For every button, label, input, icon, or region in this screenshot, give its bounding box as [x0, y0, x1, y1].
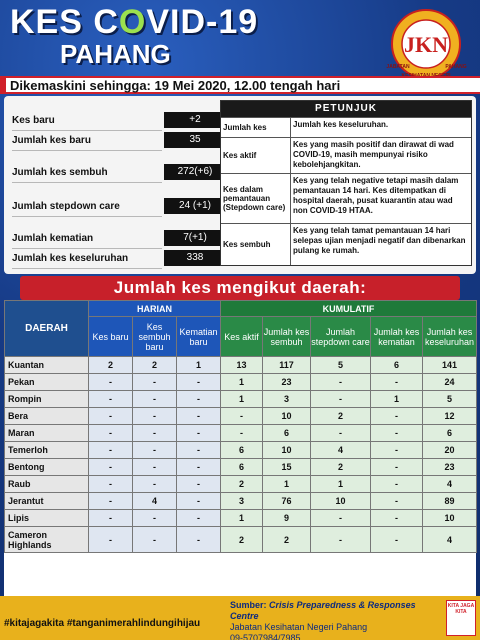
table-cell: 13 [221, 357, 263, 374]
table-row [5, 493, 477, 510]
table-cell: 4 [311, 442, 371, 459]
table-cell: - [89, 442, 133, 459]
summary-panel [4, 96, 476, 274]
hashtags: #kitajagakita #tanganimerahlindungihijau [4, 618, 201, 629]
source-name: Crisis Preparedness & Responses Centre [230, 600, 416, 621]
table-cell: - [177, 459, 221, 476]
table-cell: - [133, 476, 177, 493]
table-row [5, 391, 477, 408]
table-cell: 10 [263, 408, 311, 425]
legend-desc: Jumlah kes keseluruhan. [293, 120, 389, 129]
table-cell: - [311, 374, 371, 391]
table-cell: 23 [263, 374, 311, 391]
page-title [10, 4, 258, 40]
district-table [4, 300, 477, 553]
table-cell: - [311, 391, 371, 408]
table-cell: 1 [221, 391, 263, 408]
logo-caption-jabatan: JABATAN [386, 64, 410, 70]
table-cell: 3 [221, 493, 263, 510]
table-cell: - [311, 527, 371, 553]
table-cell: 10 [423, 510, 477, 527]
table-cell: 2 [311, 459, 371, 476]
legend-term: Jumlah kes [221, 118, 291, 137]
table-cell: 12 [423, 408, 477, 425]
col-jumlah-keseluruhan: Jumlah kes keseluruhan [423, 317, 477, 357]
table-cell: 23 [423, 459, 477, 476]
legend-row [221, 173, 471, 223]
col-kematian-baru: Kematian baru [177, 317, 221, 357]
table-cell: - [177, 442, 221, 459]
logo-text: JKN [404, 32, 448, 57]
table-cell: 4 [133, 493, 177, 510]
table-cell: 6 [221, 459, 263, 476]
table-cell: 2 [263, 527, 311, 553]
table-cell: - [371, 459, 423, 476]
table-cell: - [133, 391, 177, 408]
table-row [5, 357, 477, 374]
stat-value: 35 [164, 132, 226, 148]
table-cell: - [177, 425, 221, 442]
legend-desc: Kes yang telah negative tetapi masih dalam pemantauan 14 hari. Kes ditempatkan di hospital daerah, pusat kuarantin atau wad non COVID-19 HTAA. [293, 176, 459, 215]
table-cell: - [371, 442, 423, 459]
stat-value: 24 (+1) [164, 198, 226, 214]
legend-row [221, 137, 471, 173]
district-name: Bentong [5, 459, 89, 476]
district-name: Maran [5, 425, 89, 442]
table-cell: - [371, 493, 423, 510]
table-cell: 2 [133, 357, 177, 374]
table-cell: - [311, 425, 371, 442]
legend-row [221, 117, 471, 137]
table-cell: - [311, 510, 371, 527]
page-subtitle: PAHANG [60, 39, 171, 69]
table-cell: - [177, 493, 221, 510]
table-cell: - [133, 425, 177, 442]
table-cell: 4 [423, 527, 477, 553]
table-cell: - [89, 510, 133, 527]
table-cell: 2 [89, 357, 133, 374]
stat-label: Jumlah kes keseluruhan [12, 250, 162, 269]
table-cell: - [89, 425, 133, 442]
source-label: Sumber: [230, 600, 267, 610]
table-cell: - [177, 527, 221, 553]
table-cell: - [371, 425, 423, 442]
table-cell: 3 [263, 391, 311, 408]
col-jumlah-stepdown: Jumlah stepdown care [311, 317, 371, 357]
group-kumulatif: KUMULATIF [221, 301, 477, 317]
district-name: Jerantut [5, 493, 89, 510]
col-kes-sembuh-baru: Kes sembuh baru [133, 317, 177, 357]
district-name: Bera [5, 408, 89, 425]
table-cell: - [221, 408, 263, 425]
table-row [5, 476, 477, 493]
banner-accent [0, 78, 6, 92]
title-prefix: KES C [10, 3, 119, 41]
district-name: Kuantan [5, 357, 89, 374]
col-kes-baru: Kes baru [89, 317, 133, 357]
updated-text: Dikemaskini sehingga: 19 Mei 2020, 12.00 tengah hari [10, 78, 341, 93]
table-cell: 6 [371, 357, 423, 374]
table-cell: - [371, 510, 423, 527]
stat-label: Kes baru [12, 112, 162, 131]
table-cell: 24 [423, 374, 477, 391]
table-cell: - [89, 493, 133, 510]
table-cell: - [133, 408, 177, 425]
legend-term: Kes aktif [221, 138, 291, 173]
table-cell: - [177, 510, 221, 527]
table-cell: 1 [221, 510, 263, 527]
table-cell: 6 [263, 425, 311, 442]
district-name: Lipis [5, 510, 89, 527]
table-cell: 6 [423, 425, 477, 442]
district-name: Raub [5, 476, 89, 493]
logo-caption-pahang: PAHANG [445, 64, 467, 70]
table-cell: 89 [423, 493, 477, 510]
table-cell: - [371, 476, 423, 493]
table-cell: - [89, 527, 133, 553]
legend-desc: Kes yang telah tamat pemantauan 14 hari selepas ujian menjadi negatif dan dibenarkan pulang ke rumah. [293, 226, 466, 255]
legend-box [220, 100, 472, 266]
section-ribbon: Jumlah kes mengikut daerah: [20, 276, 460, 300]
stat-label: Jumlah kematian [12, 230, 162, 249]
group-harian: HARIAN [89, 301, 221, 317]
legend-row [221, 223, 471, 265]
table-row [5, 510, 477, 527]
stat-value: 272(+6) [164, 164, 226, 180]
district-table-body [5, 357, 477, 553]
district-name: Temerloh [5, 442, 89, 459]
table-cell: 1 [177, 357, 221, 374]
col-jumlah-kematian: Jumlah kes kematian [371, 317, 423, 357]
table-cell: 9 [263, 510, 311, 527]
table-cell: 20 [423, 442, 477, 459]
table-cell: 10 [311, 493, 371, 510]
table-cell: 117 [263, 357, 311, 374]
district-name: Pekan [5, 374, 89, 391]
table-cell: - [177, 374, 221, 391]
table-row [5, 408, 477, 425]
table-cell: - [133, 374, 177, 391]
table-cell: - [177, 408, 221, 425]
legend-term: Kes dalam pemantauan (Stepdown care) [221, 174, 291, 223]
table-cell: 15 [263, 459, 311, 476]
table-cell: - [371, 527, 423, 553]
table-cell: - [221, 425, 263, 442]
table-cell: 1 [221, 374, 263, 391]
legend-heading: PETUNJUK [221, 101, 471, 117]
source-phone: 09-5707984/7985 [230, 633, 301, 640]
table-cell: 76 [263, 493, 311, 510]
table-cell: 5 [423, 391, 477, 408]
table-cell: 1 [371, 391, 423, 408]
legend-term: Kes sembuh [221, 224, 291, 265]
table-cell: 10 [263, 442, 311, 459]
col-kes-aktif: Kes aktif [221, 317, 263, 357]
table-cell: 141 [423, 357, 477, 374]
table-row [5, 374, 477, 391]
table-cell: - [371, 374, 423, 391]
table-row [5, 425, 477, 442]
footer [0, 596, 480, 640]
table-cell: 2 [221, 527, 263, 553]
stat-value: +2 [164, 112, 226, 128]
table-row [5, 527, 477, 553]
col-jumlah-kes-sembuh: Jumlah kes sembuh [263, 317, 311, 357]
title-virus-letter: O [118, 3, 147, 41]
jkn-logo-icon [378, 6, 474, 82]
col-daerah: DAERAH [5, 301, 89, 357]
stat-value: 338 [164, 250, 226, 266]
legend-desc: Kes yang masih positif dan dirawat di wad COVID-19, masih mempunyai risiko kebolehjangkitan. [293, 140, 454, 169]
source-dept: Jabatan Kesihatan Negeri Pahang [230, 622, 368, 632]
stat-label: Jumlah stepdown care [12, 198, 162, 217]
table-cell: - [371, 408, 423, 425]
table-cell: - [89, 408, 133, 425]
table-cell: 1 [311, 476, 371, 493]
stat-label: Jumlah kes sembuh [12, 164, 162, 183]
table-cell: - [177, 476, 221, 493]
table-cell: - [133, 527, 177, 553]
table-cell: - [177, 391, 221, 408]
table-cell: - [133, 459, 177, 476]
table-cell: 2 [221, 476, 263, 493]
table-cell: - [89, 459, 133, 476]
source-block [230, 600, 430, 640]
table-cell: - [133, 510, 177, 527]
district-name: Cameron Highlands [5, 527, 89, 553]
table-row [5, 442, 477, 459]
table-cell: 1 [263, 476, 311, 493]
table-cell: 6 [221, 442, 263, 459]
kita-jaga-kita-badge-icon: KITA JAGA KITA [446, 600, 476, 636]
district-name: Rompin [5, 391, 89, 408]
stat-label: Jumlah kes baru [12, 132, 162, 151]
updated-banner [0, 76, 480, 94]
table-cell: - [89, 391, 133, 408]
table-cell: 2 [311, 408, 371, 425]
table-row [5, 459, 477, 476]
table-cell: - [89, 374, 133, 391]
table-cell: - [89, 476, 133, 493]
table-cell: 5 [311, 357, 371, 374]
title-suffix: VID-19 [146, 3, 259, 41]
table-cell: - [133, 442, 177, 459]
table-cell: 4 [423, 476, 477, 493]
district-table-container [4, 300, 476, 596]
stat-value: 7(+1) [164, 230, 226, 246]
